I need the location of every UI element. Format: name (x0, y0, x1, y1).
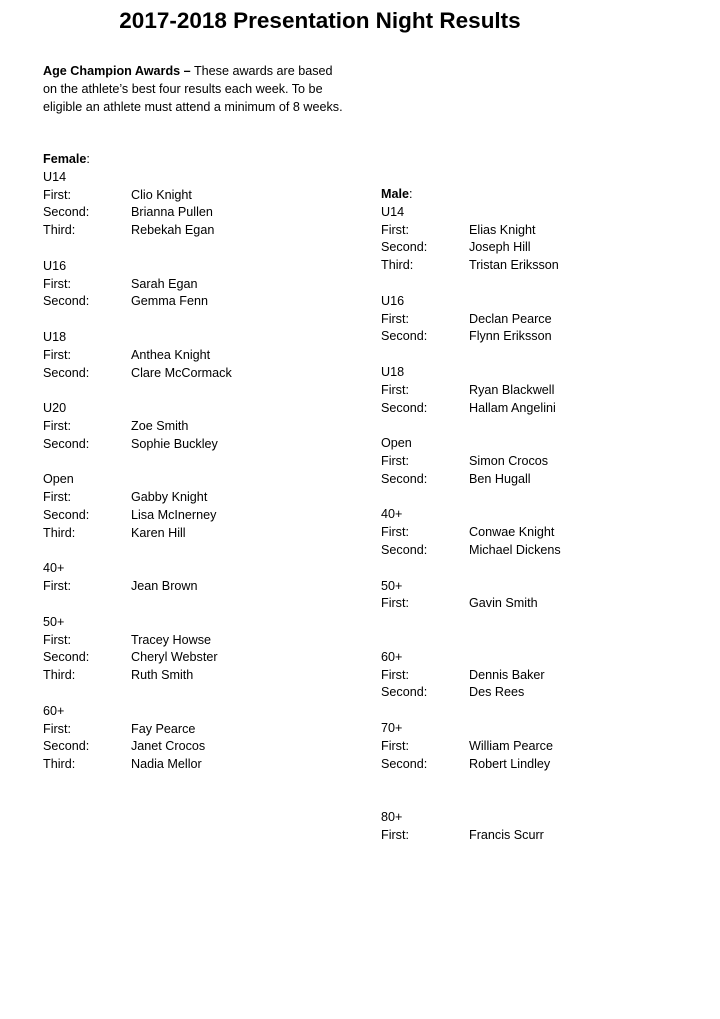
age-group-name: 50+ (43, 614, 65, 629)
male-label: Male (381, 187, 409, 201)
male-age-group (381, 809, 681, 845)
place-label: First: (381, 382, 409, 397)
place-label: First: (43, 632, 71, 647)
place-label: Second: (381, 756, 428, 771)
male-age-group (381, 578, 681, 614)
result-row (381, 382, 681, 400)
result-row (381, 756, 681, 774)
female-heading (43, 151, 343, 169)
age-group-name: Open (381, 436, 412, 451)
spacer (381, 613, 681, 631)
female-age-group (43, 258, 343, 311)
female-label-colon: : (86, 152, 90, 166)
result-row (43, 222, 343, 240)
athlete-name: Declan Pearce (469, 311, 552, 326)
age-group-name: U16 (43, 258, 67, 273)
athlete-name: Joseph Hill (469, 240, 531, 255)
athlete-name: Tristan Eriksson (469, 258, 559, 273)
athlete-name: Lisa McInerney (131, 507, 217, 522)
result-row (381, 311, 681, 329)
athlete-name: Clare McCormack (131, 365, 232, 380)
place-label: First: (43, 721, 71, 736)
place-label: First: (43, 347, 71, 362)
athlete-name: Robert Lindley (469, 756, 551, 771)
result-row (43, 276, 343, 294)
place-label: Second: (43, 365, 90, 380)
result-row (43, 738, 343, 756)
athlete-name: Gabby Knight (131, 490, 208, 505)
male-age-group (381, 293, 681, 346)
athlete-name: Rebekah Egan (131, 223, 215, 238)
result-row (43, 721, 343, 739)
result-row (43, 649, 343, 667)
place-label: First: (381, 667, 409, 682)
result-row (43, 418, 343, 436)
athlete-name: Tracey Howse (131, 632, 212, 647)
place-label: Second: (43, 294, 90, 309)
athlete-name: Francis Scurr (469, 827, 544, 842)
spacer (381, 631, 681, 649)
result-row (381, 257, 681, 275)
result-row (381, 400, 681, 418)
spacer (43, 240, 343, 258)
place-label: Second: (43, 739, 90, 754)
result-row (381, 328, 681, 346)
athlete-name: William Pearce (469, 738, 553, 753)
place-label: Second: (381, 400, 428, 415)
spacer (43, 543, 343, 561)
female-label: Female (43, 152, 87, 166)
athlete-name: Gemma Fenn (131, 294, 208, 309)
place-label: Third: (43, 525, 76, 540)
athlete-name: Sophie Buckley (131, 436, 218, 451)
place-label: Second: (43, 205, 90, 220)
place-label: First: (381, 738, 409, 753)
result-row (381, 542, 681, 560)
athlete-name: Fay Pearce (131, 721, 196, 736)
athlete-name: Michael Dickens (469, 542, 561, 557)
result-row (381, 239, 681, 257)
result-row (43, 489, 343, 507)
result-row (381, 471, 681, 489)
place-label: Second: (43, 436, 90, 451)
intro-text: These awards are based on the athlete’s best four results each week. To be eligible an athlete must attend a minimum of 8 weeks. (43, 64, 343, 114)
result-row (43, 632, 343, 650)
spacer (381, 773, 681, 791)
result-row (381, 453, 681, 471)
place-label: Second: (381, 240, 428, 255)
age-group-name: U14 (381, 204, 405, 219)
male-age-group (381, 506, 681, 559)
male-age-group (381, 364, 681, 417)
male-heading (381, 186, 681, 204)
athlete-name: Ryan Blackwell (469, 382, 555, 397)
spacer (381, 417, 681, 435)
result-row (43, 347, 343, 365)
age-group-name: 70+ (381, 720, 403, 735)
spacer (381, 791, 681, 809)
result-row (43, 436, 343, 454)
athlete-name: Simon Crocos (469, 453, 549, 468)
place-label: First: (43, 490, 71, 505)
result-row (43, 365, 343, 383)
result-row (381, 524, 681, 542)
female-age-group (43, 400, 343, 453)
female-age-group (43, 703, 343, 774)
place-label: First: (43, 187, 71, 202)
place-label: First: (381, 453, 409, 468)
result-row (43, 525, 343, 543)
female-age-group (43, 329, 343, 382)
result-row (43, 507, 343, 525)
place-label: First: (43, 418, 71, 433)
spacer (43, 685, 343, 703)
place-label: Third: (43, 223, 76, 238)
age-group-name: 60+ (43, 703, 65, 718)
athlete-name: Cheryl Webster (131, 650, 218, 665)
age-group-name: U18 (381, 364, 405, 379)
result-row (381, 827, 681, 845)
result-row (381, 684, 681, 702)
age-group-name: 40+ (381, 507, 403, 522)
result-row (381, 667, 681, 685)
age-group-name: 40+ (43, 561, 65, 576)
male-age-group (381, 649, 681, 702)
place-label: Second: (381, 471, 428, 486)
result-row (43, 578, 343, 596)
spacer (43, 311, 343, 329)
place-label: First: (381, 596, 409, 611)
male-age-group (381, 435, 681, 488)
place-label: First: (43, 276, 71, 291)
place-label: First: (43, 579, 71, 594)
female-age-group (43, 560, 343, 596)
male-label-colon: : (409, 187, 413, 201)
spacer (43, 382, 343, 400)
result-row (43, 204, 343, 222)
athlete-name: Brianna Pullen (131, 205, 213, 220)
athlete-name: Anthea Knight (131, 347, 211, 362)
result-row (43, 293, 343, 311)
result-row (43, 667, 343, 685)
athlete-name: Janet Crocos (131, 739, 206, 754)
result-row (43, 756, 343, 774)
male-column (381, 186, 681, 844)
place-label: Second: (43, 650, 90, 665)
athlete-name: Sarah Egan (131, 276, 198, 291)
female-age-group (43, 471, 343, 542)
female-column (43, 151, 343, 774)
place-label: Third: (43, 668, 76, 683)
male-age-group (381, 720, 681, 773)
age-group-name: U20 (43, 401, 67, 416)
athlete-name: Elias Knight (469, 222, 536, 237)
place-label: Third: (43, 757, 76, 772)
female-age-group (43, 169, 343, 240)
place-label: Second: (381, 329, 428, 344)
athlete-name: Karen Hill (131, 525, 186, 540)
athlete-name: Zoe Smith (131, 418, 189, 433)
spacer (43, 454, 343, 472)
athlete-name: Gavin Smith (469, 596, 538, 611)
spacer (381, 560, 681, 578)
result-row (381, 738, 681, 756)
age-group-name: Open (43, 472, 74, 487)
result-row (43, 187, 343, 205)
intro-paragraph (43, 63, 343, 116)
page-title: 2017-2018 Presentation Night Results (119, 8, 521, 33)
place-label: Second: (381, 542, 428, 557)
age-group-name: U16 (381, 293, 405, 308)
result-row (381, 595, 681, 613)
spacer (381, 275, 681, 293)
athlete-name: Ruth Smith (131, 668, 194, 683)
place-label: First: (381, 827, 409, 842)
place-label: First: (381, 525, 409, 540)
athlete-name: Dennis Baker (469, 667, 545, 682)
spacer (381, 702, 681, 720)
athlete-name: Hallam Angelini (469, 400, 556, 415)
athlete-name: Jean Brown (131, 579, 198, 594)
spacer (381, 346, 681, 364)
place-label: Second: (381, 685, 428, 700)
athlete-name: Flynn Eriksson (469, 329, 552, 344)
athlete-name: Nadia Mellor (131, 757, 202, 772)
place-label: First: (381, 222, 409, 237)
male-age-group (381, 204, 681, 275)
age-group-name: U14 (43, 169, 67, 184)
female-age-group (43, 614, 343, 685)
athlete-name: Ben Hugall (469, 471, 531, 486)
age-group-name: 60+ (381, 649, 403, 664)
place-label: Second: (43, 507, 90, 522)
spacer (43, 596, 343, 614)
age-group-name: 50+ (381, 578, 403, 593)
athlete-name: Des Rees (469, 685, 525, 700)
athlete-name: Clio Knight (131, 187, 192, 202)
intro-heading: Age Champion Awards – (43, 64, 191, 78)
result-row (381, 222, 681, 240)
place-label: First: (381, 311, 409, 326)
age-group-name: U18 (43, 329, 67, 344)
age-group-name: 80+ (381, 809, 403, 824)
place-label: Third: (381, 258, 414, 273)
spacer (381, 489, 681, 507)
athlete-name: Conwae Knight (469, 525, 555, 540)
